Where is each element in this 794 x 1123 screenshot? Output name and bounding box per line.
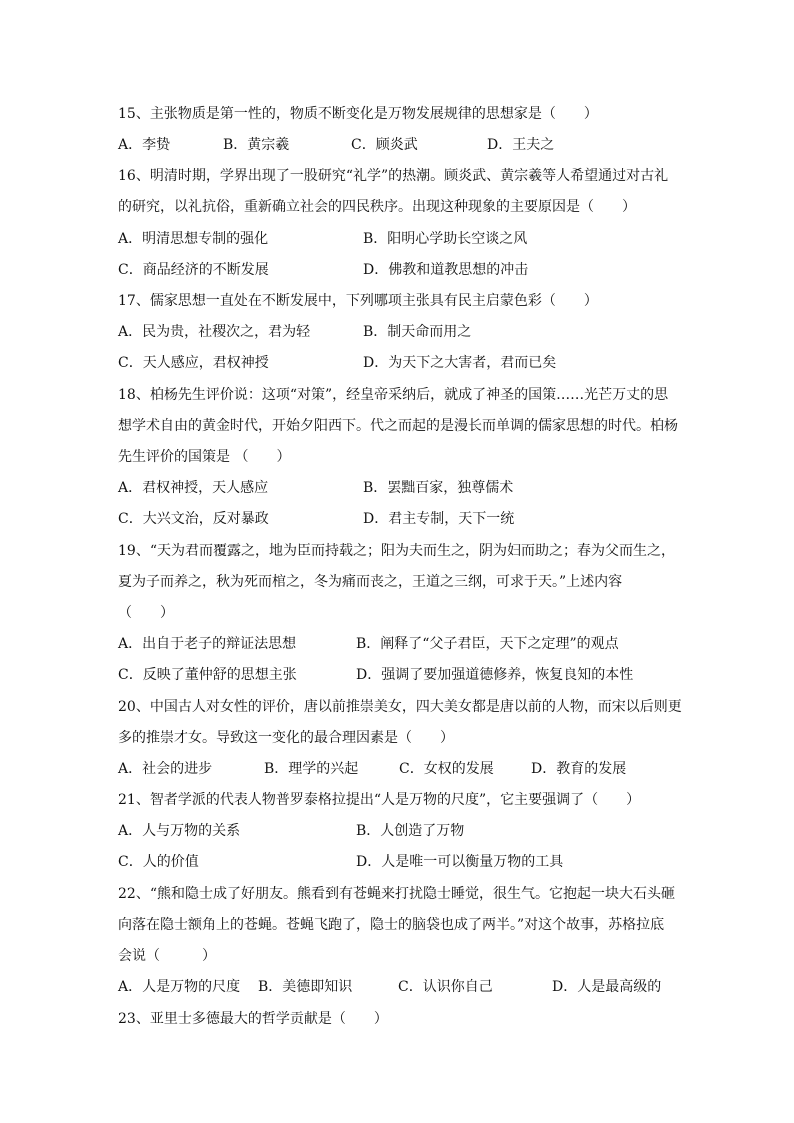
question-23-text: 23、亚里士多德最大的哲学贡献是（ ） <box>118 1011 388 1027</box>
question-16-text-2: 的研究，以礼抗俗，重新确立社会的四民秩序。出现这种现象的主要原因是（ ） <box>118 199 636 215</box>
option-d: D．人是最高级的 <box>552 979 662 995</box>
option-c: C．天人感应，君权神授 <box>118 355 269 371</box>
question-22-text-3: 会说（ ） <box>118 948 216 964</box>
option-a: A．人是万物的尺度 <box>118 979 241 995</box>
option-b: B．美德即知识 <box>258 979 353 995</box>
option-a: A．社会的进步 <box>118 761 213 777</box>
question-17-text: 17、儒家思想一直处在不断发展中，下列哪项主张具有民主启蒙色彩（ ） <box>118 293 598 309</box>
option-c: C．顾炎武 <box>351 137 418 153</box>
option-c: C．反映了董仲舒的思想主张 <box>118 667 297 683</box>
question-20-text-1: 20、中国古人对女性的评价，唐以前推崇美女，四大美女都是唐以前的人物，而宋以后则更 <box>118 699 682 715</box>
question-15-text: 15、主张物质是第一性的，物质不断变化是万物发展规律的思想家是（ ） <box>118 106 598 122</box>
option-d: D．强调了要加强道德修养，恢复良知的本性 <box>356 667 634 683</box>
question-18-text-1: 18、柏杨先生评价说：这项“对策”，经皇帝采纳后，就成了神圣的国策……光芒万丈的思 <box>118 387 669 403</box>
question-18-text-3: 先生评价的国策是 （ ） <box>118 449 291 465</box>
question-16-text-1: 16、明清时期，学界出现了一股研究“礼学”的热潮。顾炎武、黄宗羲等人希望通过对古礼 <box>118 168 669 184</box>
option-b: B．理学的兴起 <box>264 761 359 777</box>
option-d: D．为天下之大害者，君而已矣 <box>363 355 557 371</box>
question-19-text-1: 19、“天为君而覆露之，地为臣而持载之；阳为夫而生之，阴为妇而助之；春为父而生之， <box>118 543 675 559</box>
option-d: D．人是唯一可以衡量万物的工具 <box>356 854 564 870</box>
question-20-text-2: 多的推崇才女。导致这一变化的最合理因素是（ ） <box>118 730 454 746</box>
option-d: D．教育的发展 <box>531 761 627 777</box>
question-18-text-2: 想学术自由的黄金时代，开始夕阳西下。代之而起的是漫长而单调的儒家思想的时代。柏杨 <box>118 418 678 434</box>
option-a: A．李贽 <box>118 137 171 153</box>
option-b: B．阳明心学助长空谈之风 <box>363 231 528 247</box>
option-c: C．认识你自己 <box>398 979 493 995</box>
option-c: C．女权的发展 <box>399 761 494 777</box>
question-19-text-3: （ ） <box>118 605 174 621</box>
option-c: C．大兴文治，反对暴政 <box>118 511 269 527</box>
question-19-text-2: 夏为子而养之，秋为死而棺之，冬为痛而丧之，王道之三纲，可求于天。”上述内容 <box>118 574 623 590</box>
option-c: C．商品经济的不断发展 <box>118 262 269 278</box>
option-b: B．黄宗羲 <box>223 137 290 153</box>
option-a: A．人与万物的关系 <box>118 823 241 839</box>
option-b: B．阐释了“父子君臣，天下之定理”的观点 <box>356 636 619 652</box>
question-22-text-2: 向落在隐士额角上的苍蝇。苍蝇飞跑了，隐士的脑袋也成了两半。”对这个故事，苏格拉底 <box>118 917 665 933</box>
option-a: A．出自于老子的辩证法思想 <box>118 636 297 652</box>
option-d: D．佛教和道教思想的冲击 <box>363 262 529 278</box>
option-b: B．人创造了万物 <box>356 823 465 839</box>
option-a: A．明清思想专制的强化 <box>118 231 269 247</box>
option-b: B．制天命而用之 <box>363 324 472 340</box>
option-a: A．君权神授，天人感应 <box>118 480 269 496</box>
option-d: D．王夫之 <box>487 137 555 153</box>
option-b: B．罢黜百家，独尊儒术 <box>363 480 514 496</box>
option-a: A．民为贵，社稷次之，君为轻 <box>118 324 311 340</box>
question-22-text-1: 22、“熊和隐士成了好朋友。熊看到有苍蝇来打扰隐士睡觉，很生气。它抱起一块大石头砸 <box>118 886 675 902</box>
option-c: C．人的价值 <box>118 854 199 870</box>
question-21-text: 21、智者学派的代表人物普罗泰格拉提出“人是万物的尺度”，它主要强调了（ ） <box>118 792 641 808</box>
option-d: D．君主专制，天下一统 <box>363 511 515 527</box>
